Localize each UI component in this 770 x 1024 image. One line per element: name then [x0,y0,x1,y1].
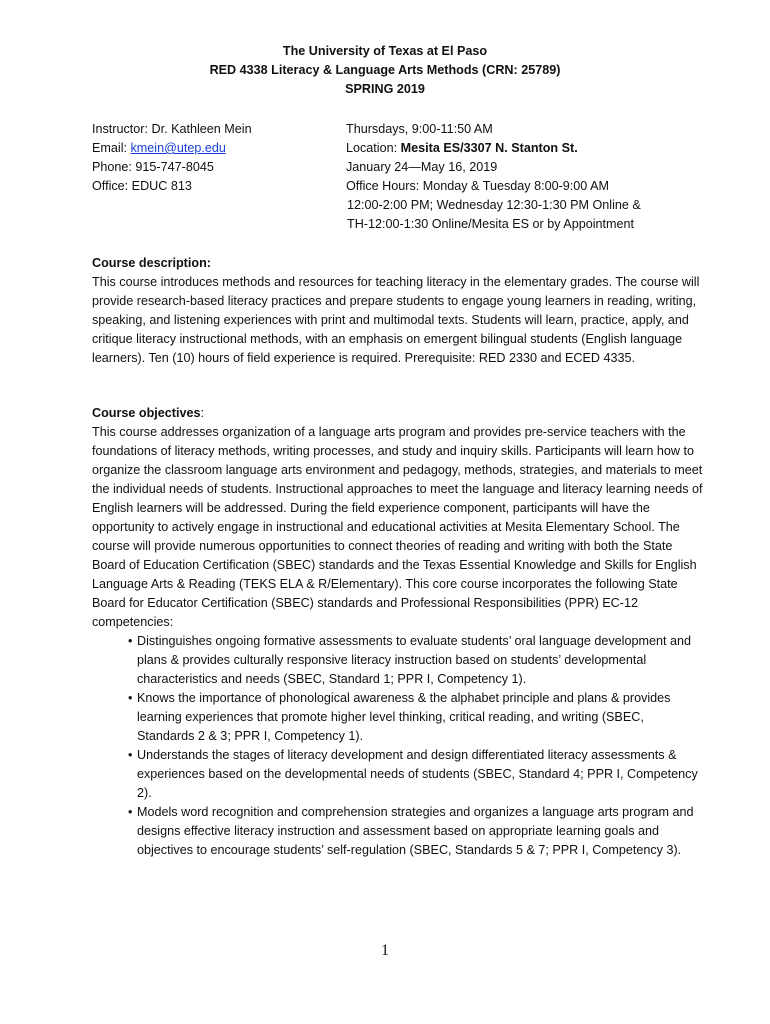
university-title: The University of Texas at El Paso [282,44,488,58]
bullet-icon: • [128,634,133,648]
class-dates: January 24—May 16, 2019 [346,160,498,174]
office-hours-line-2: 12:00-2:00 PM; Wednesday 12:30-1:30 PM Online & [347,198,641,212]
bullet-icon: • [128,691,133,705]
location-label: Location: [346,141,401,155]
instructor-phone: Phone: 915-747-8045 [92,160,214,174]
competency-text: Models word recognition and comprehension strategies and organizes a language arts program and designs effective literacy instruction and assessment based on appropriate learning goals and objectives to encourage students’ self-regulation (SBEC, Standards 5 & 7; PPR I, Competency 3). [137,805,694,857]
course-objectives-heading-colon: : [200,406,204,420]
class-location: Mesita ES/3307 N. Stanton St. [400,141,578,155]
office-hours-line-1: Office Hours: Monday & Tuesday 8:00-9:00 AM [346,179,609,193]
instructor-info [92,120,332,196]
class-time: Thursdays, 9:00-11:50 AM [346,122,493,136]
course-description-heading: Course description: [92,256,211,270]
competency-item [124,803,704,860]
course-description-text: This course introduces methods and resources for teaching literacy in the elementary grades. The course will provide research-based literacy practices and prepare students to engage young learners in reading, writing, speaking, and listening experiences with print and multimodal texts. Students will learn, practice, apply, and critique literacy instructional methods, with an emphasis on emergent bilingual students (English language learners). Ten (10) hours of field experience is required. Prerequisite: RED 2330 and ECED 4335. [92,275,700,365]
schedule-info [346,120,686,234]
email-label: Email: [92,141,131,155]
bullet-icon: • [128,805,133,819]
course-objectives-text: This course addresses organization of a language arts program and provides pre-service teachers with the foundations of literacy methods, writing processes, and study and inquiry skills. Participants will learn how to organize the classroom language arts environment and pedagogy, methods, strategies, and materials to meet the individual needs of students. Instructional approaches to meet the language and literacy learning needs of English learners will be addressed. During the field experience component, participants will have the opportunity to actively engage in instructional and educational activities at Mesita Elementary School. The course will provide numerous opportunities to connect theories of reading and writing with both the State Board of Education Certification (SBEC) standards and the Texas Essential Knowledge and Skills for English Language Arts & Reading (TEKS ELA & R/Elementary). This core course incorporates the following State Board for Educator Certification (SBEC) standards and Professional Responsibilities (PPR) EC-12 competencies: [92,425,703,629]
bullet-icon: • [128,748,133,762]
competency-text: Understands the stages of literacy development and design differentiated literacy assessments & experiences based on the developmental needs of students (SBEC, Standard 4; PPR I, Competency 2). [137,748,698,800]
term-title: SPRING 2019 [345,82,425,96]
instructor-name: Instructor: Dr. Kathleen Mein [92,122,252,136]
course-title: RED 4338 Literacy & Language Arts Methods (CRN: 25789) [209,63,561,77]
competency-item [124,746,704,803]
instructor-office: Office: EDUC 813 [92,179,192,193]
office-hours-line-3: TH-12:00-1:30 Online/Mesita ES or by Appointment [347,217,635,231]
course-objectives-heading: Course objectives [92,406,201,420]
instructor-email-link[interactable]: kmein@utep.edu [130,141,226,155]
competency-item [124,689,704,746]
document-header [0,42,770,99]
course-description-section [92,254,704,368]
page-number: 1 [381,942,389,959]
course-objectives-heading-line [92,404,704,423]
competency-list [92,632,704,860]
class-location-line [346,139,686,158]
course-objectives-section [92,404,704,860]
competency-text: Distinguishes ongoing formative assessments to evaluate students’ oral language development and plans & provides culturally responsive literacy instruction based on students’ developmental characteristics and needs (SBEC, Standard 1; PPR I, Competency 1). [137,634,691,686]
competency-item [124,632,704,689]
instructor-email-line [92,139,332,158]
competency-text: Knows the importance of phonological awareness & the alphabet principle and plans & provides learning experiences that promote higher level thinking, critical reading, and writing (SBEC, Standards 2 & 3; PPR I, Competency 1). [137,691,671,743]
